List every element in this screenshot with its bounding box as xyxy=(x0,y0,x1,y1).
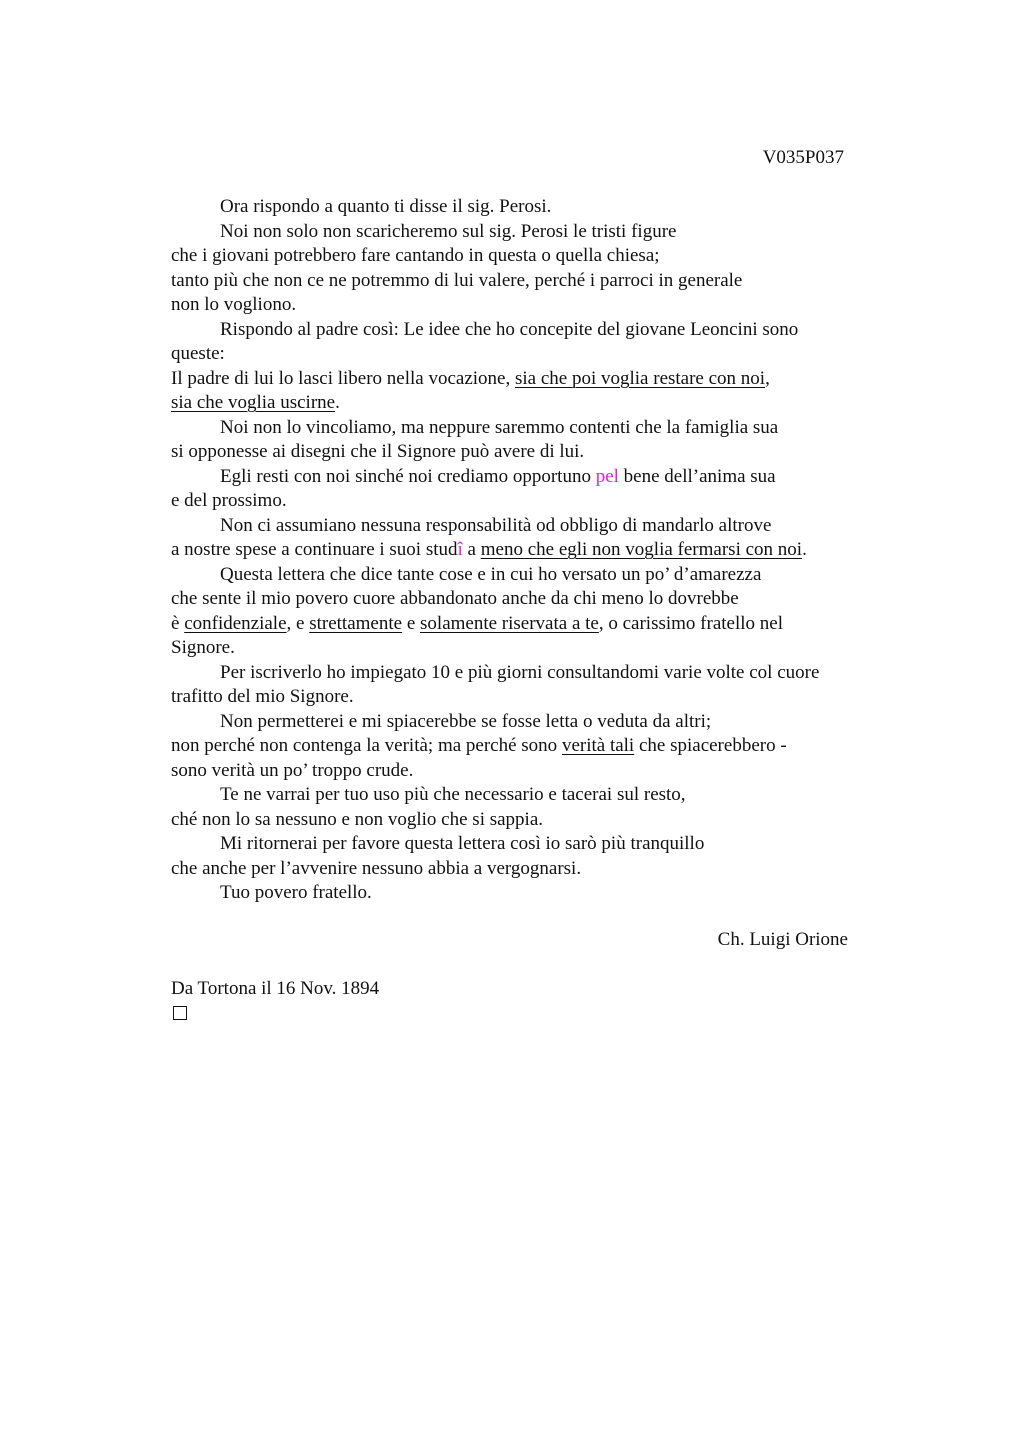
text-segment: Egli resti con noi sinché noi crediamo opportuno xyxy=(220,465,596,487)
text-segment: , xyxy=(765,367,770,389)
underlined-text: meno che egli non voglia fermarsi con noi xyxy=(480,539,803,560)
paragraph-line: Per iscriverlo ho impiegato 10 e più giorni consultandomi varie volte col cuore xyxy=(220,661,820,683)
paragraph-line: non lo vogliono. xyxy=(171,294,297,315)
paragraph-line: Rispondo al padre così: Le idee che ho concepite del giovane Leoncini sono xyxy=(220,318,799,340)
underlined-text: sia che voglia uscirne xyxy=(171,392,336,413)
paragraph-line: Non ci assumiano nessuna responsabilità od obbligo di mandarlo altrove xyxy=(220,514,772,536)
letter-body xyxy=(171,195,891,906)
text-segment: non perché non contenga la verità; ma perché sono xyxy=(171,735,562,756)
empty-box-icon xyxy=(173,1006,187,1020)
paragraph-line: Te ne varrai per tuo uso più che necessario e tacerai sul resto, xyxy=(220,784,686,805)
paragraph-line: Tuo povero fratello. xyxy=(220,882,372,903)
paragraph-line: trafitto del mio Signore. xyxy=(171,686,354,707)
text-segment: , o carissimo fratello nel xyxy=(598,612,783,634)
paragraph-line: e del prossimo. xyxy=(171,490,287,511)
underlined-text: sia che poi voglia restare con noi xyxy=(515,367,766,389)
dateline: Da Tortona il 16 Nov. 1894 xyxy=(171,978,380,999)
text-segment: è xyxy=(171,612,185,634)
text-segment: che spiacerebbero - xyxy=(634,735,787,756)
highlighted-text: î xyxy=(457,539,463,560)
underlined-text: confidenziale xyxy=(184,612,287,634)
paragraph-line: queste: xyxy=(171,343,225,364)
text-segment: . xyxy=(335,392,340,413)
text-segment: bene dell’anima sua xyxy=(618,465,776,487)
underlined-text: strettamente xyxy=(309,612,403,634)
underlined-text: solamente riservata a te xyxy=(420,612,599,634)
paragraph-line xyxy=(171,391,891,416)
paragraph-line xyxy=(171,612,891,637)
highlighted-text: pel xyxy=(595,465,619,487)
text-segment: Il padre di lui lo lasci libero nella vocazione, xyxy=(171,367,515,389)
text-segment: , e xyxy=(286,612,310,634)
paragraph-line: Ora rispondo a quanto ti disse il sig. Perosi. xyxy=(220,196,552,217)
paragraph-line: si opponesse ai disegni che il Signore può avere di lui. xyxy=(171,441,585,462)
signature: Ch. Luigi Orione xyxy=(717,929,848,950)
paragraph-line: Signore. xyxy=(171,637,235,658)
text-segment: a nostre spese a continuare i suoi stud xyxy=(171,539,458,560)
paragraph-line: Noi non lo vincoliamo, ma neppure saremmo contenti che la famiglia sua xyxy=(220,416,779,438)
underlined-text: verità tali xyxy=(561,735,635,756)
paragraph-line xyxy=(171,465,891,490)
paragraph-line: Non permetterei e mi spiacerebbe se fosse letta o veduta da altri; xyxy=(220,710,712,732)
paragraph-line: Noi non solo non scaricheremo sul sig. Perosi le tristi figure xyxy=(220,220,677,242)
paragraph-line xyxy=(171,367,891,392)
paragraph-line xyxy=(171,538,891,563)
text-segment: e xyxy=(402,612,421,634)
paragraph-line: che i giovani potrebbero fare cantando in questa o quella chiesa; xyxy=(171,245,660,266)
paragraph-line: che sente il mio povero cuore abbandonato anche da chi meno lo dovrebbe xyxy=(171,588,739,609)
paragraph-line: ché non lo sa nessuno e non voglio che si sappia. xyxy=(171,808,544,830)
text-segment: a xyxy=(462,539,481,560)
paragraph-line xyxy=(171,734,891,759)
paragraph-line: che anche per l’avvenire nessuno abbia a vergognarsi. xyxy=(171,857,582,879)
paragraph-line: tanto più che non ce ne potremmo di lui valere, perché i parroci in generale xyxy=(171,269,743,291)
text-segment: . xyxy=(802,539,807,560)
paragraph-line: Mi ritornerai per favore questa lettera così io sarò più tranquillo xyxy=(220,833,705,854)
document-code: V035P037 xyxy=(762,147,844,168)
paragraph-line: Questa lettera che dice tante cose e in cui ho versato un po’ d’amarezza xyxy=(220,563,762,585)
paragraph-line: sono verità un po’ troppo crude. xyxy=(171,759,414,781)
